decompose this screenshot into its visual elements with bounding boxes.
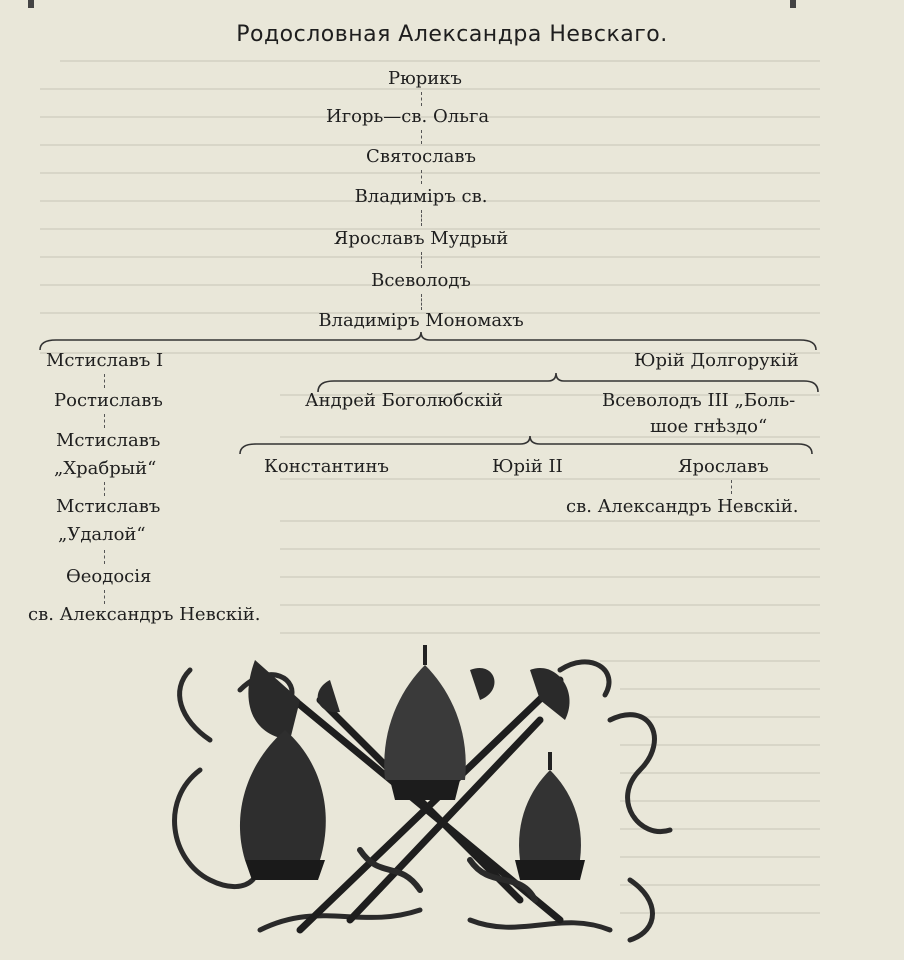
name-igor: Игорь — [326, 106, 384, 127]
name-rostislav: Ростиславъ — [54, 390, 163, 411]
name-monomakh: Владимiръ Мономахъ — [318, 310, 524, 331]
name-svyatoslav: Святославъ — [366, 146, 476, 167]
name-mstislav-daring-line1: Мстиславъ — [56, 496, 161, 517]
name-feodosia: Өеодосiя — [66, 566, 152, 587]
name-alexander-left: св. Александръ Невскiй. — [28, 604, 261, 625]
marriage-dash: — — [383, 106, 402, 127]
name-yaroslav-wise: Ярославъ Мудрый — [333, 228, 509, 249]
center-helmet — [384, 645, 466, 800]
name-andrei: Андрей Боголюбскiй — [305, 390, 503, 411]
name-alexander-right: св. Александръ Невскiй. — [566, 496, 799, 517]
page-title: Родословная Александра Невскаго. — [236, 22, 668, 47]
name-vsevolod3-line1: Всеволодъ III „Боль- — [602, 390, 796, 411]
name-konstantin: Константинъ — [264, 456, 389, 477]
name-vladimir: Владимiръ св. — [354, 186, 488, 207]
name-olga: св. Ольга — [401, 106, 490, 127]
name-mstislav-daring-line2: „Удалой“ — [58, 524, 146, 545]
name-vsevolod3-line2: шое гнѣздо“ — [650, 416, 768, 437]
right-helmet — [515, 752, 585, 880]
name-mstislav-i: Мстиславъ I — [46, 350, 164, 371]
name-yuri-ii: Юрiй II — [492, 456, 563, 477]
name-rurik: Рюрикъ — [387, 68, 463, 89]
name-mstislav-brave-line1: Мстиславъ — [56, 430, 161, 451]
name-yaroslav: Ярославъ — [678, 456, 769, 477]
name-mstislav-brave-line2: „Храбрый“ — [54, 458, 157, 479]
name-vsevolod: Всеволодъ — [371, 270, 471, 291]
name-yuri-dolgoruky: Юрiй Долгорукiй — [634, 350, 799, 371]
left-helmet — [240, 730, 326, 880]
